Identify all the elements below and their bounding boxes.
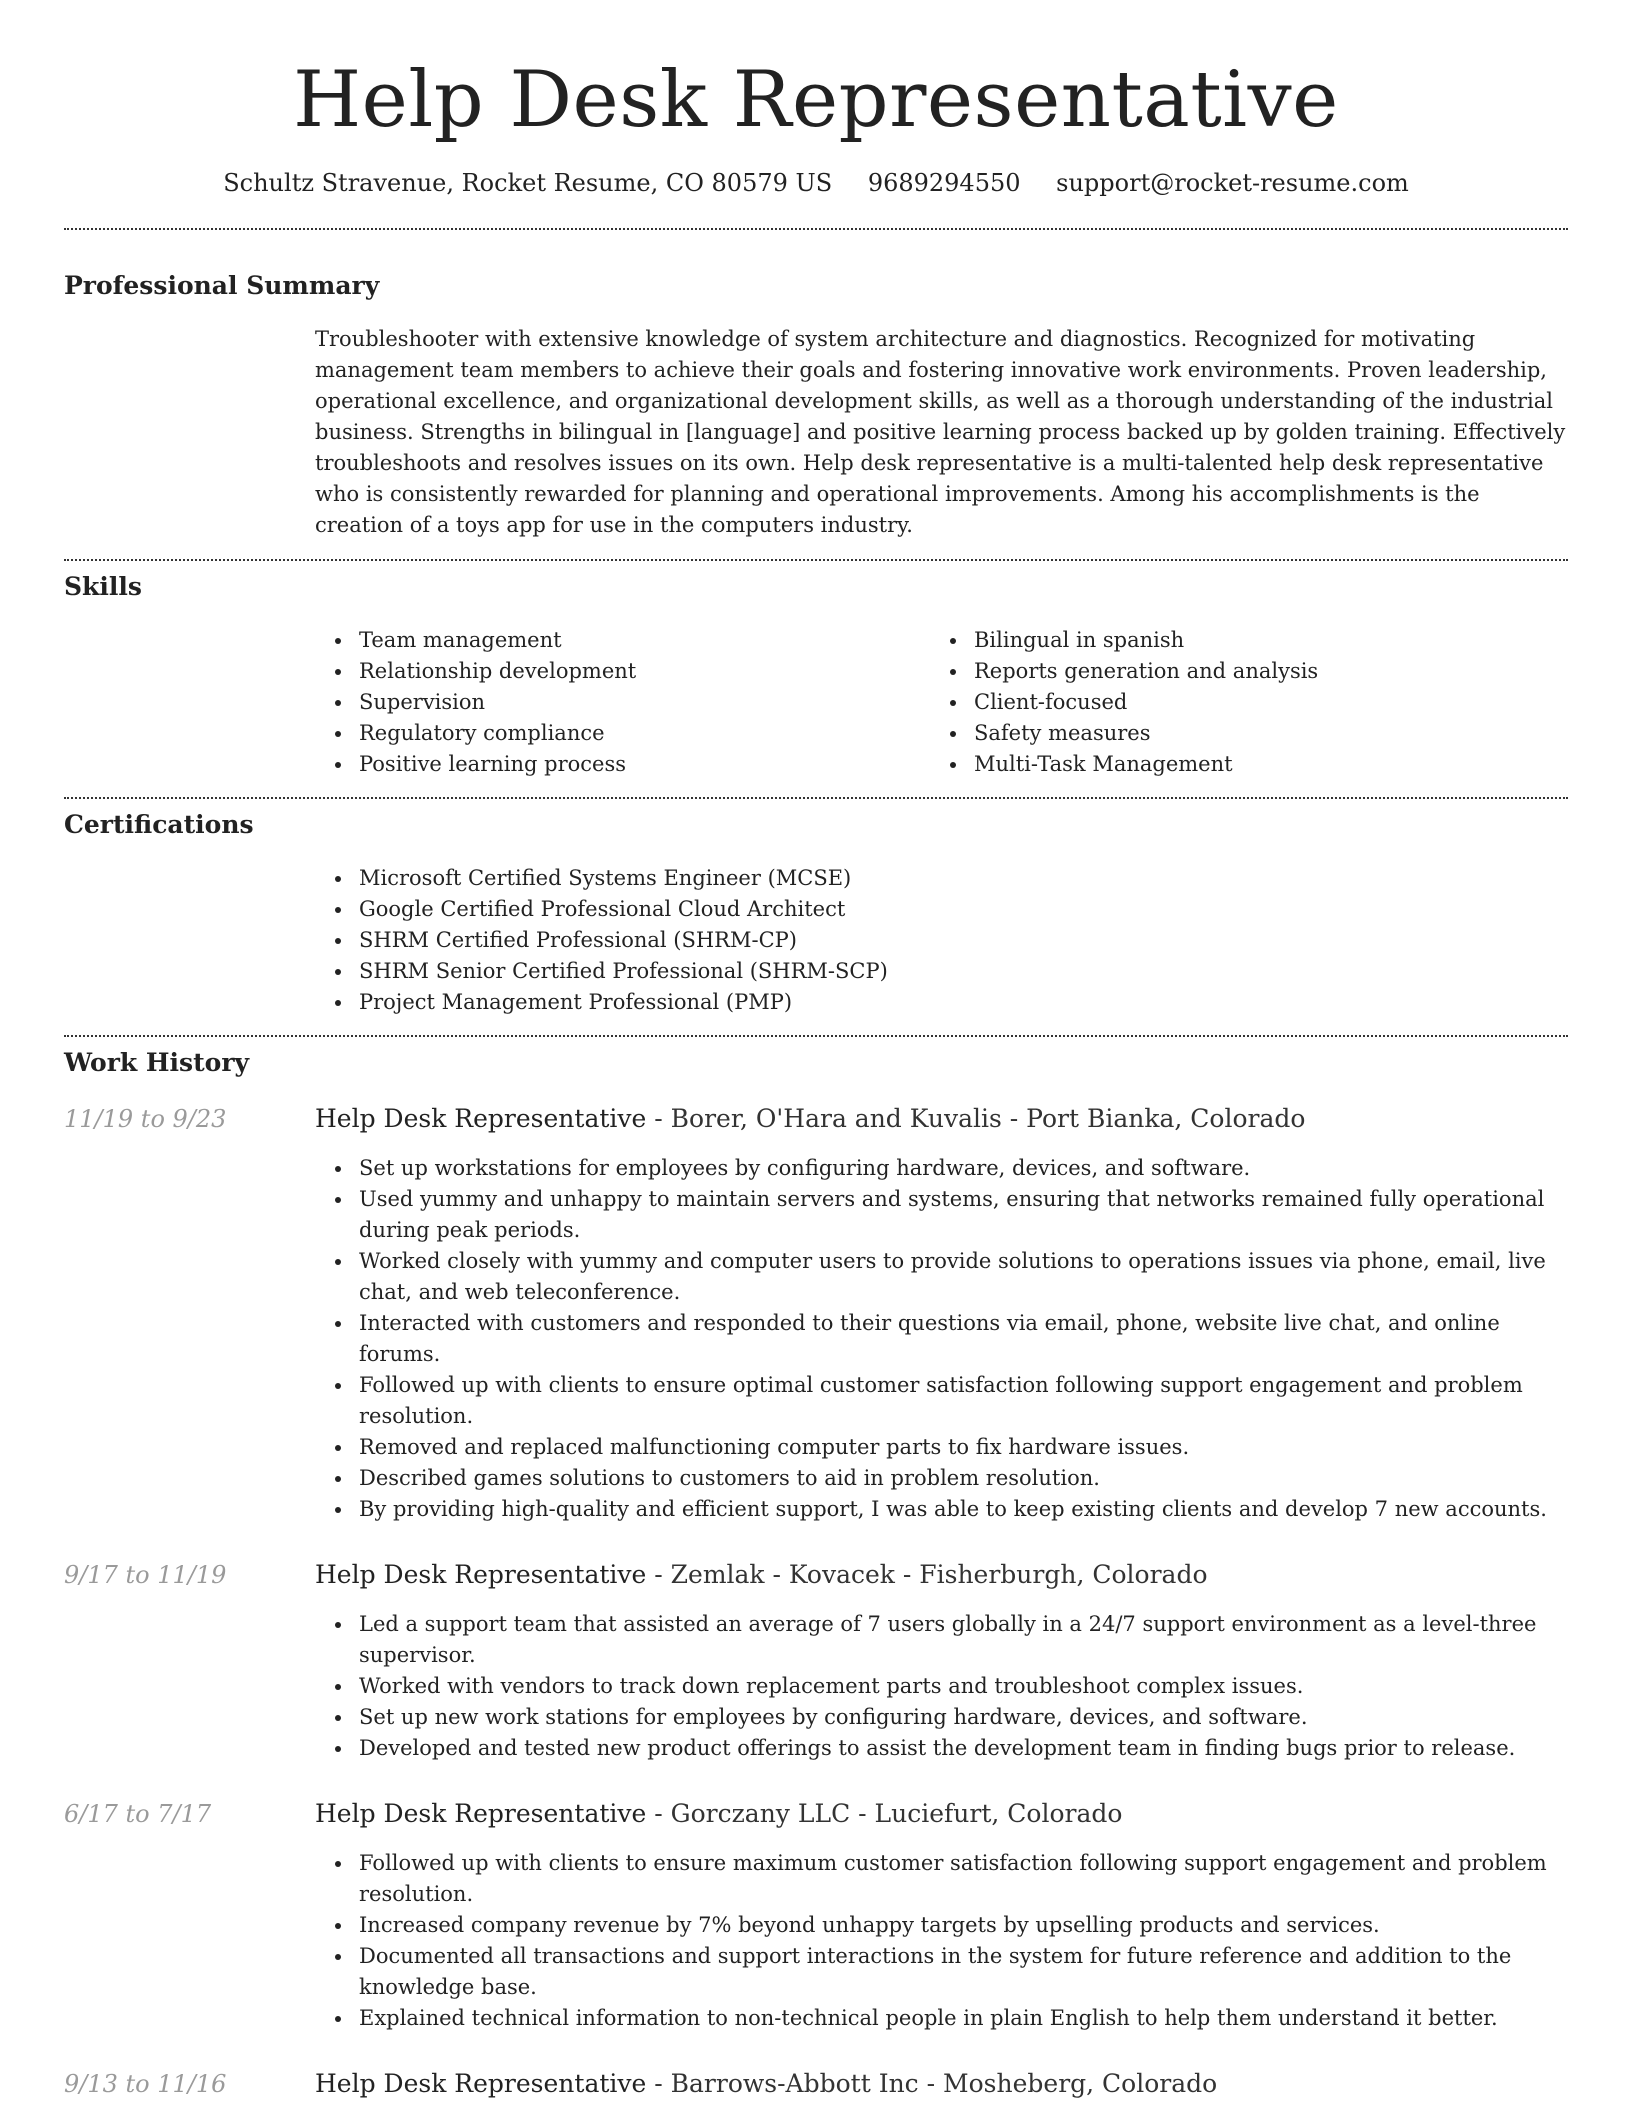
contact-line (64, 168, 1568, 198)
contact-email: support@rocket-resume.com (1056, 169, 1409, 197)
job-title-line (315, 1103, 1305, 1135)
job-company: - Gorczany LLC - Luciefurt, Colorado (646, 1799, 1123, 1828)
job-bullet: Worked with vendors to track down replacement parts and troubleshoot complex issues. (315, 1671, 1568, 1702)
section-heading-certifications: Certifications (64, 810, 254, 839)
job-dates: 11/19 to 9/23 (64, 1105, 227, 1133)
skill-item: Client-focused (930, 687, 1545, 718)
job-bullet: Documented all transactions and support interactions in the system for future reference and addition to the knowledge base. (315, 1941, 1568, 2003)
contact-address: Schultz Stravenue, Rocket Resume, CO 80579 US (223, 169, 833, 197)
skill-item: Positive learning process (315, 749, 930, 780)
job-bullet: Led a support team that assisted an average of 7 users globally in a 24/7 support environment as a level-three supervisor. (315, 1609, 1568, 1671)
job-dates: 9/13 to 11/16 (64, 2070, 227, 2098)
job-title-line (315, 2068, 1217, 2100)
job-title-line (315, 1559, 1208, 1591)
job-bullet: Described games solutions to customers to aid in problem resolution. (315, 1463, 1568, 1494)
job-company: - Borer, O'Hara and Kuvalis - Port Bianka, Colorado (646, 1104, 1306, 1133)
job-bullet: Explained technical information to non-technical people in plain English to help them understand it better. (315, 2003, 1568, 2034)
certification-item: Project Management Professional (PMP) (315, 987, 1568, 1018)
certification-item: SHRM Senior Certified Professional (SHRM-SCP) (315, 956, 1568, 987)
skill-item: Relationship development (315, 656, 930, 687)
skill-item: Regulatory compliance (315, 718, 930, 749)
skill-item: Multi-Task Management (930, 749, 1545, 780)
job-bullet: Set up new work stations for employees by configuring hardware, devices, and software. (315, 1702, 1568, 1733)
job-bullets (315, 1153, 1568, 1525)
divider (64, 1035, 1568, 1037)
job-bullet: Followed up with clients to ensure optimal customer satisfaction following support engagement and problem resolution. (315, 1370, 1568, 1432)
skill-item: Reports generation and analysis (930, 656, 1545, 687)
skill-item: Team management (315, 625, 930, 656)
job-title: Help Desk Representative (315, 1560, 647, 1589)
certification-item: Microsoft Certified Systems Engineer (MCSE) (315, 863, 1568, 894)
summary-text: Troubleshooter with extensive knowledge of system architecture and diagnostics. Recognized for motivating management team members to achieve their goals and fostering innovative work environments. Proven leadership, operational excellence, and organizational development skills, as well as a thorough understanding of the industrial business. Strengths in bilingual in [language] and positive learning process backed up by golden training. Effectively troubleshoots and resolves issues on its own. Help desk representative is a multi-talented help desk representative who is consistently rewarded for planning and operational improvements. Among his accomplishments is the creation of a toys app for use in the computers industry. (315, 327, 1566, 537)
skill-item: Safety measures (930, 718, 1545, 749)
skill-item: Supervision (315, 687, 930, 718)
job-bullet: Set up workstations for employees by configuring hardware, devices, and software. (315, 1153, 1568, 1184)
job-header (64, 1103, 1568, 1135)
resume-name: Help Desk Representative (293, 55, 1339, 145)
divider (64, 797, 1568, 799)
job-bullet: Followed up with clients to ensure maximum customer satisfaction following support engagement and problem resolution. (315, 1848, 1568, 1910)
certifications-list (315, 863, 1568, 1018)
job-header (64, 1798, 1568, 1830)
job-bullet: By providing high-quality and efficient support, I was able to keep existing clients and develop 7 new accounts. (315, 1494, 1568, 1525)
divider (64, 228, 1568, 230)
divider (64, 559, 1568, 561)
job-company: - Zemlak - Kovacek - Fisherburgh, Colorado (646, 1560, 1208, 1589)
job-header (64, 1559, 1568, 1591)
skills-list-left (315, 625, 930, 780)
job-bullet: Increased company revenue by 7% beyond unhappy targets by upselling products and services. (315, 1910, 1568, 1941)
job-bullets (315, 1848, 1568, 2034)
section-heading-work-history: Work History (64, 1048, 250, 1077)
contact-phone: 9689294550 (867, 169, 1021, 197)
job-bullets (315, 1609, 1568, 1764)
job-bullet: Used yummy and unhappy to maintain servers and systems, ensuring that networks remained fully operational during peak periods. (315, 1184, 1568, 1246)
job-dates: 6/17 to 7/17 (64, 1800, 212, 1828)
job-bullet: Worked closely with yummy and computer users to provide solutions to operations issues via phone, email, live chat, and web teleconference. (315, 1246, 1568, 1308)
job-dates: 9/17 to 11/19 (64, 1561, 227, 1589)
section-heading-skills: Skills (64, 572, 142, 601)
job-title: Help Desk Representative (315, 1799, 647, 1828)
job-company: - Barrows-Abbott Inc - Mosheberg, Colorado (646, 2069, 1218, 2098)
job-bullet: Developed and tested new product offerings to assist the development team in finding bugs prior to release. (315, 1733, 1568, 1764)
job-title: Help Desk Representative (315, 1104, 647, 1133)
job-bullet: Interacted with customers and responded to their questions via email, phone, website live chat, and online forums. (315, 1308, 1568, 1370)
job-header (64, 2068, 1568, 2100)
skills-list-right (930, 625, 1545, 780)
skill-item: Bilingual in spanish (930, 625, 1545, 656)
certification-item: SHRM Certified Professional (SHRM-CP) (315, 925, 1568, 956)
job-bullet: Removed and replaced malfunctioning computer parts to fix hardware issues. (315, 1432, 1568, 1463)
job-title-line (315, 1798, 1122, 1830)
section-heading-summary: Professional Summary (64, 271, 380, 300)
resume-page (64, 0, 1568, 2100)
certification-item: Google Certified Professional Cloud Architect (315, 894, 1568, 925)
job-title: Help Desk Representative (315, 2069, 647, 2098)
skills-columns (315, 625, 1568, 780)
